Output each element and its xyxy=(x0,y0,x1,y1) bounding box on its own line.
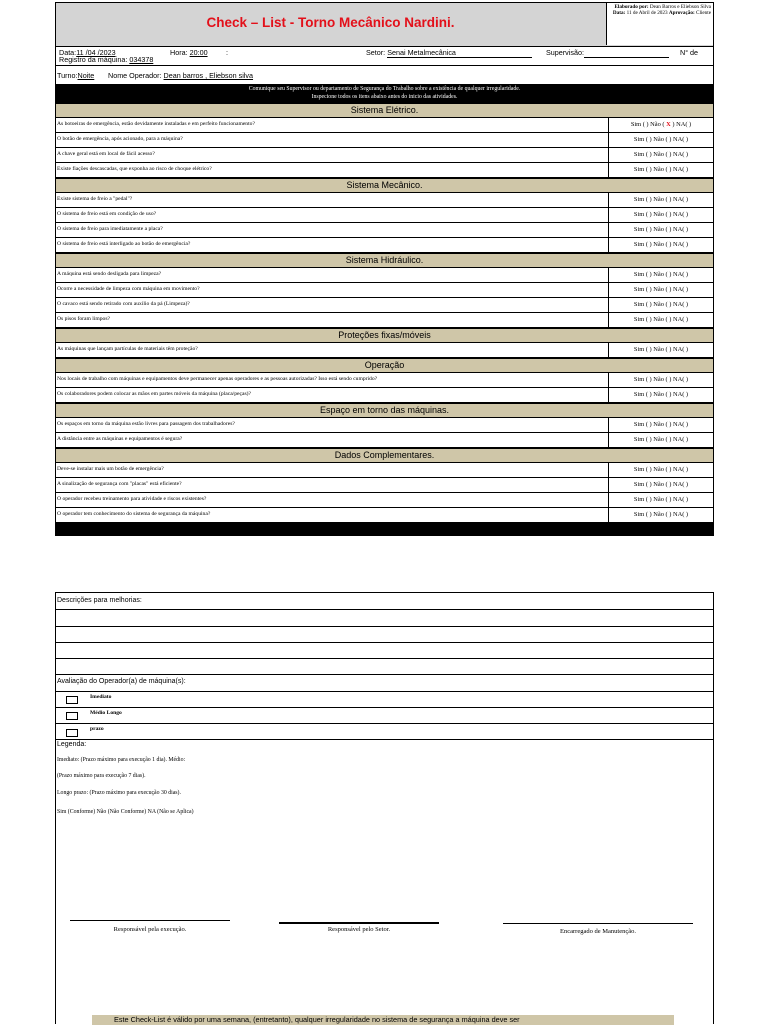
checklist-row xyxy=(56,268,713,283)
answer-options[interactable]: Sim ( ) Não ( ) NA( ) xyxy=(608,478,713,492)
checklist-row xyxy=(56,223,713,238)
question-text: Existe sistema de freio a "pedal"? xyxy=(57,196,133,202)
question-text: O sistema de freio está interligado ao botão de emergência? xyxy=(57,241,191,247)
turno-field[interactable]: Noite xyxy=(77,71,95,80)
answer-options[interactable]: Sim ( ) Não ( ) NA( ) xyxy=(608,193,713,207)
header-meta xyxy=(606,3,713,45)
checklist-row xyxy=(56,133,713,148)
answer-text: Sim ( ) Não ( xyxy=(630,121,667,128)
option-imediato-checkbox[interactable] xyxy=(66,696,78,704)
improvement-line[interactable] xyxy=(56,609,713,610)
elaborado-label: Elaborado por: xyxy=(614,4,649,10)
signature-exec-label: Responsável pela execução. xyxy=(113,926,187,933)
supervisao-group xyxy=(546,48,669,58)
section-header: Sistema Hidráulico. xyxy=(56,253,713,268)
checklist-row xyxy=(56,418,713,433)
answer-options[interactable]: Sim ( ) Não ( ) NA( ) xyxy=(608,268,713,282)
answer-text: ) NA( ) xyxy=(670,121,692,128)
checklist-row xyxy=(56,463,713,478)
checklist-row xyxy=(56,478,713,493)
question-text: O operador tem conhecimento do sistema de segurança da máquina? xyxy=(57,511,211,517)
section-header: Operação xyxy=(56,358,713,373)
checklist-row xyxy=(56,283,713,298)
time-group xyxy=(170,48,208,57)
date-field[interactable]: 11 /04 /2023 xyxy=(76,48,116,57)
checklist-row xyxy=(56,193,713,208)
answer-options[interactable]: Sim ( ) Não ( ) NA( ) xyxy=(608,463,713,477)
question-text: Os colaboradores podem colocar as mãos em partes móveis da máquina (placa/peças)? xyxy=(57,391,251,397)
answer-options[interactable] xyxy=(608,118,713,132)
turno-label: Turno: xyxy=(57,71,78,80)
legend-line: Longo prazo: (Prazo máximo para execução 30 dias). xyxy=(57,790,181,796)
setor-field[interactable]: Senai Metalmecânica xyxy=(387,48,532,58)
checklist-row xyxy=(56,148,713,163)
answer-options[interactable]: Sim ( ) Não ( ) NA( ) xyxy=(608,163,713,177)
date-label: Data: xyxy=(59,48,77,57)
improvement-line[interactable] xyxy=(56,642,713,643)
checklist-row xyxy=(56,508,713,523)
improvements-label: Descrições para melhorias: xyxy=(57,597,142,604)
aprovacao-label: Aprovação: xyxy=(668,10,695,17)
answer-options[interactable]: Sim ( ) Não ( ) NA( ) xyxy=(608,133,713,147)
checklist-sections xyxy=(56,103,713,523)
operador-field[interactable]: Dean barros , Eliebson silva xyxy=(163,71,254,80)
answer-mark: X xyxy=(666,121,671,128)
validity-note: Este Check-List é válido por uma semana, (entretanto), qualquer irregularidade no sistema de segurança a máquina deve ser xyxy=(92,1015,674,1025)
checklist-row xyxy=(56,163,713,178)
question-text: Existe fiações descascadas, que exponha ao risco de choque elétrico? xyxy=(57,166,212,172)
question-text: As máquinas que lançam partículas de materiais têm proteção? xyxy=(57,346,198,352)
checklist-row xyxy=(56,208,713,223)
data-value: 11 de Abril de 2023 xyxy=(626,10,668,17)
improvements-sheet xyxy=(55,592,714,1024)
evaluation-divider xyxy=(56,739,713,740)
answer-options[interactable]: Sim ( ) Não ( ) NA( ) xyxy=(608,493,713,507)
page-title: Check – List - Torno Mecânico Nardini. xyxy=(206,15,455,30)
checklist-row xyxy=(56,118,713,133)
time-label: Hora: xyxy=(170,48,188,57)
setor-group xyxy=(366,48,532,58)
question-text: Os pisos foram limpos? xyxy=(57,316,110,322)
answer-options[interactable]: Sim ( ) Não ( ) NA( ) xyxy=(608,148,713,162)
legend-title: Legenda: xyxy=(57,741,87,748)
section-header: Dados Complementares. xyxy=(56,448,713,463)
option-prazo-label: prazo xyxy=(90,726,104,732)
question-text: O operador recebeu treinamento para atividade e riscos existentes? xyxy=(57,496,207,502)
question-text: Ocorre a necessidade de limpeza com máquina em movimento? xyxy=(57,286,200,292)
answer-options[interactable]: Sim ( ) Não ( ) NA( ) xyxy=(608,418,713,432)
signature-line-setor[interactable] xyxy=(279,922,439,924)
question-text: Os espaços em torno da máquina estão livres para passagem dos trabalhadores? xyxy=(57,421,235,427)
checklist-row xyxy=(56,373,713,388)
operador-label: Nome Operador: xyxy=(108,71,162,80)
improvement-line[interactable] xyxy=(56,658,713,659)
answer-options[interactable]: Sim ( ) Não ( ) NA( ) xyxy=(608,313,713,327)
checklist-row xyxy=(56,313,713,328)
question-text: As botoeiras de emergência, estão devidamente instaladas e em perfeito funcionamento? xyxy=(57,121,255,127)
section-header: Sistema Mecânico. xyxy=(56,178,713,193)
option-medio-longo-label: Médio Longo xyxy=(90,710,122,716)
answer-options[interactable]: Sim ( ) Não ( ) NA( ) xyxy=(608,343,713,357)
checklist-row xyxy=(56,298,713,313)
time-field[interactable]: 20:00 xyxy=(189,48,208,57)
section-header: Sistema Elétrico. xyxy=(56,103,713,118)
info-row-2 xyxy=(56,66,713,85)
signature-setor-label: Responsável pelo Setor. xyxy=(327,926,391,933)
answer-options[interactable]: Sim ( ) Não ( ) NA( ) xyxy=(608,433,713,447)
option-medio-longo-checkbox[interactable] xyxy=(66,712,78,720)
registro-field[interactable]: 034378 xyxy=(129,55,154,64)
option-prazo-checkbox[interactable] xyxy=(66,729,78,737)
notice-line-2: Inspecione todos os itens abaixo antes do inicio das atividades. xyxy=(311,93,458,100)
question-text: A distância entre as máquinas e equipamentos é segura? xyxy=(57,436,183,442)
answer-options[interactable]: Sim ( ) Não ( ) NA( ) xyxy=(608,238,713,252)
answer-options[interactable]: Sim ( ) Não ( ) NA( ) xyxy=(608,283,713,297)
signature-manut-label: Encarregado de Manutenção. xyxy=(560,928,636,935)
checklist-row xyxy=(56,493,713,508)
turno-group xyxy=(57,71,94,80)
checklist-sheet xyxy=(55,2,714,536)
question-text: Nos locais de trabalho com máquinas e equipamentos deve permanecer apenas operadores e as pessoas autorizadas? Isso está sendo cumprido? xyxy=(57,376,378,382)
signature-line-manut[interactable] xyxy=(503,923,693,924)
supervisao-field[interactable] xyxy=(584,48,669,58)
question-text: A chave geral está em local de fácil acesso? xyxy=(57,151,155,157)
answer-options[interactable]: Sim ( ) Não ( ) NA( ) xyxy=(608,223,713,237)
setor-label: Setor: xyxy=(366,48,386,57)
notice-banner xyxy=(56,85,713,103)
footer-black-bar xyxy=(56,523,713,535)
notice-line-1: Comunique seu Supervisor ou departamento de Segurança do Trabalho sobre a existência de qualquer irregularidade. xyxy=(248,86,521,92)
operador-group xyxy=(108,71,253,80)
registro-label: Registro da máquina: xyxy=(59,55,128,64)
answer-options[interactable]: Sim ( ) Não ( ) NA( ) xyxy=(608,298,713,312)
aprovacao-value: Cliente xyxy=(696,10,711,17)
question-text: A sinalização de segurança com "placas" está eficiente? xyxy=(57,481,182,487)
option-imediato-label: Imediato xyxy=(90,694,112,700)
registro-group xyxy=(59,55,153,64)
question-text: Deve-se instalar mais um botão de emergência? xyxy=(57,466,164,472)
evaluation-divider xyxy=(56,691,713,692)
supervisao-label: Supervisão: xyxy=(546,48,584,57)
answer-options[interactable]: Sim ( ) Não ( ) NA( ) xyxy=(608,208,713,222)
info-row-1 xyxy=(56,47,713,66)
signature-line-exec[interactable] xyxy=(70,920,230,921)
legend-line: (Prazo máximo para execução 7 dias). xyxy=(57,773,146,779)
question-text: O cavaco está sendo retirado com auxilio da pá (Limpeza)? xyxy=(57,301,190,307)
legend-line: Sim (Conforme) Não (Não Conforme) NA (Não se Aplica) xyxy=(57,809,194,815)
checklist-row xyxy=(56,343,713,358)
evaluation-label: Avaliação do Operador(a) de máquina(s): xyxy=(57,678,186,685)
legend-line: Imediato: (Prazo máximo para execução 1 dia). Médio: xyxy=(57,757,186,763)
improvement-line[interactable] xyxy=(56,674,713,675)
question-text: O sistema de freio está em condição de uso? xyxy=(57,211,157,217)
section-header: Espaço em torno das máquinas. xyxy=(56,403,713,418)
checklist-row xyxy=(56,238,713,253)
elaborado-value: Dean Barros e Eliebson Silva xyxy=(649,4,711,10)
data-label: Data: xyxy=(612,10,626,17)
time-colon: : xyxy=(226,48,228,57)
question-text: A máquina está sendo desligada para limpeza? xyxy=(57,271,162,277)
header-bar xyxy=(56,3,713,47)
evaluation-divider xyxy=(56,707,713,708)
evaluation-divider xyxy=(56,723,713,724)
answer-options[interactable]: Sim ( ) Não ( ) NA( ) xyxy=(608,388,713,402)
checklist-row xyxy=(56,388,713,403)
section-header: Proteções fixas/móveis xyxy=(56,328,713,343)
checklist-row xyxy=(56,433,713,448)
question-text: O sistema de freio para imediatamente a placa? xyxy=(57,226,163,232)
question-text: O botão de emergência, após acionado, para a máquina? xyxy=(57,136,183,142)
numero-label: N° de xyxy=(680,48,699,57)
answer-options[interactable]: Sim ( ) Não ( ) NA( ) xyxy=(608,508,713,522)
improvement-line[interactable] xyxy=(56,626,713,627)
answer-options[interactable]: Sim ( ) Não ( ) NA( ) xyxy=(608,373,713,387)
